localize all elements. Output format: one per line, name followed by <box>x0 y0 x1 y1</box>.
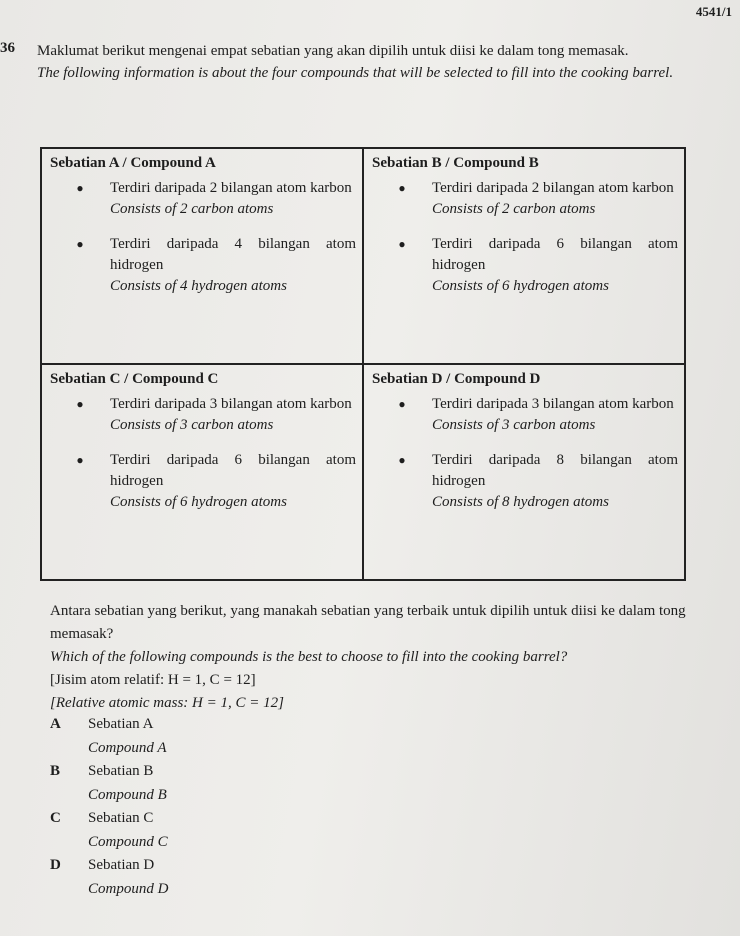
option-english: Compound C <box>88 833 168 850</box>
option-letter: D <box>50 857 61 873</box>
compound-title: Sebatian D / Compound D <box>372 371 541 387</box>
property-malay: Terdiri daripada 6 bilangan atom hidrogen <box>110 452 356 489</box>
option-malay: Sebatian A <box>88 716 154 732</box>
compound-property <box>372 450 678 492</box>
property-english: Consists of 3 carbon atoms <box>110 417 274 433</box>
compound-property <box>50 234 356 276</box>
compounds-table <box>40 147 686 581</box>
question-number: 36 <box>0 40 15 56</box>
option-malay: Sebatian D <box>88 857 155 873</box>
property-malay: Terdiri daripada 2 bilangan atom karbon <box>432 180 674 196</box>
compound-property <box>372 234 678 276</box>
option-malay: Sebatian B <box>88 763 154 779</box>
option-english: Compound B <box>88 786 167 803</box>
property-malay: Terdiri daripada 8 bilangan atom hidrogen <box>432 452 678 489</box>
bullet-icon: ● <box>398 181 406 195</box>
property-english: Consists of 4 hydrogen atoms <box>110 278 287 294</box>
option-letter: C <box>50 810 61 826</box>
compound-property <box>50 394 356 415</box>
property-english: Consists of 6 hydrogen atoms <box>432 278 609 294</box>
property-english: Consists of 2 carbon atoms <box>432 201 596 217</box>
answer-option-c[interactable] <box>50 807 168 831</box>
bullet-icon: ● <box>76 397 84 411</box>
answer-option-d[interactable] <box>50 854 168 878</box>
property-malay: Terdiri daripada 3 bilangan atom karbon <box>110 396 352 412</box>
bullet-icon: ● <box>76 181 84 195</box>
paper-code: 4541/1 <box>695 4 732 19</box>
bullet-icon: ● <box>76 453 84 467</box>
question-malay: Antara sebatian yang berikut, yang manakah sebatian yang terbaik untuk dipilih untuk diisi ke dalam tong memasak? <box>50 603 686 642</box>
bullet-icon: ● <box>398 237 406 251</box>
compound-cell <box>41 148 363 364</box>
option-english: Compound A <box>88 739 167 756</box>
compound-cell <box>41 364 363 580</box>
property-english: Consists of 3 carbon atoms <box>432 417 596 433</box>
bullet-icon: ● <box>76 237 84 251</box>
option-english: Compound D <box>88 880 169 897</box>
property-malay: Terdiri daripada 6 bilangan atom hidrogen <box>432 236 678 273</box>
compound-title: Sebatian C / Compound C <box>50 371 219 387</box>
intro-english: The following information is about the four compounds that will be selected to fill into the cooking barrel. <box>37 65 674 81</box>
atomic-mass-malay: [Jisim atom relatif: H = 1, C = 12] <box>50 672 256 688</box>
property-malay: Terdiri daripada 4 bilangan atom hidrogen <box>110 236 356 273</box>
answer-options <box>50 713 168 901</box>
property-english: Consists of 6 hydrogen atoms <box>110 494 287 510</box>
compound-title: Sebatian A / Compound A <box>50 155 216 171</box>
answer-option-a[interactable] <box>50 713 168 737</box>
compound-property <box>50 178 356 199</box>
answer-option-b[interactable] <box>50 760 168 784</box>
question-stem <box>50 600 720 715</box>
atomic-mass-english: [Relative atomic mass: H = 1, C = 12] <box>50 695 284 711</box>
intro-malay: Maklumat berikut mengenai empat sebatian yang akan dipilih untuk diisi ke dalam tong memasak. <box>37 43 629 59</box>
compound-property <box>50 450 356 492</box>
property-english: Consists of 2 carbon atoms <box>110 201 274 217</box>
option-letter: B <box>50 763 61 779</box>
option-letter: A <box>50 716 61 732</box>
property-malay: Terdiri daripada 2 bilangan atom karbon <box>110 180 352 196</box>
compound-title: Sebatian B / Compound B <box>372 155 539 171</box>
option-malay: Sebatian C <box>88 810 154 826</box>
question-english: Which of the following compounds is the best to choose to fill into the cooking barrel? <box>50 649 568 665</box>
property-english: Consists of 8 hydrogen atoms <box>432 494 609 510</box>
bullet-icon: ● <box>398 453 406 467</box>
compound-cell <box>363 364 685 580</box>
property-malay: Terdiri daripada 3 bilangan atom karbon <box>432 396 674 412</box>
bullet-icon: ● <box>398 397 406 411</box>
compound-cell <box>363 148 685 364</box>
question-intro <box>37 40 717 84</box>
compound-property <box>372 394 678 415</box>
compound-property <box>372 178 678 199</box>
